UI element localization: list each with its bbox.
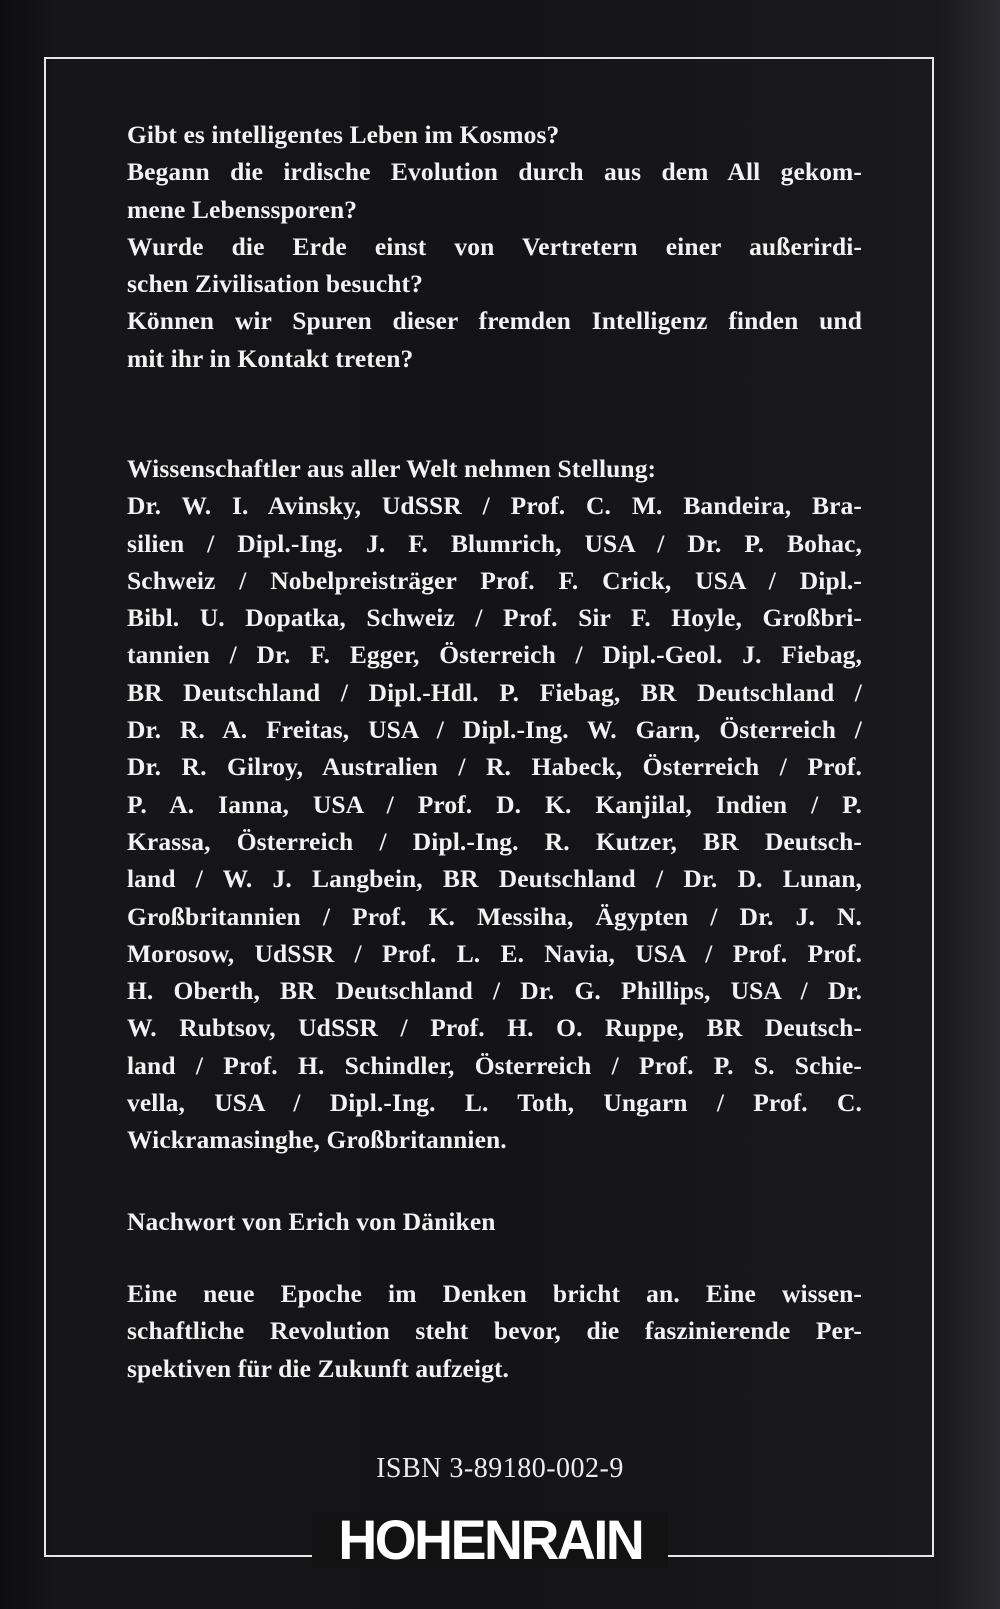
text-line: P. A. Ianna, USA / Prof. D. K. Kanjilal, Indien / P.	[127, 789, 862, 819]
text-line: Dr. R. A. Freitas, USA / Dipl.-Ing. W. Garn, Österreich /	[127, 715, 862, 745]
text-line: Dr. R. Gilroy, Australien / R. Habeck, Österreich / Prof.	[127, 752, 862, 782]
afterword-line	[127, 1203, 862, 1240]
isbn-number: ISBN 3-89180-002-9	[376, 1453, 624, 1484]
text-line: Wurde die Erde einst von Vertretern einer außerirdi-	[127, 231, 862, 261]
epoch-paragraph	[127, 1275, 862, 1387]
text-line: Können wir Spuren dieser fremden Intelligenz finden und	[127, 306, 862, 336]
text-line: vella, USA / Dipl.-Ing. L. Toth, Ungarn / Prof. C.	[127, 1088, 862, 1118]
text-line: Bibl. U. Dopatka, Schweiz / Prof. Sir F. Hoyle, Großbri-	[127, 603, 862, 633]
text-line: W. Rubtsov, UdSSR / Prof. H. O. Ruppe, BR Deutsch-	[127, 1013, 862, 1043]
text-line: Krassa, Österreich / Dipl.-Ing. R. Kutzer, BR Deutsch-	[127, 826, 862, 856]
publisher-logo	[312, 1508, 668, 1571]
text-line: Schweiz / Nobelpreisträger Prof. F. Crick, USA / Dipl.-	[127, 565, 862, 595]
questions-paragraph	[127, 116, 862, 377]
text-line: mit ihr in Kontakt treten?	[127, 343, 414, 373]
text-line: H. Oberth, BR Deutschland / Dr. G. Phillips, USA / Dr.	[127, 976, 862, 1006]
text-line: schaftliche Revolution steht bevor, die faszinierende Per-	[127, 1316, 862, 1346]
text-line: Dr. W. I. Avinsky, UdSSR / Prof. C. M. Bandeira, Bra-	[127, 491, 862, 521]
text-line: Eine neue Epoche im Denken bricht an. Eine wissen-	[127, 1279, 862, 1308]
scientists-paragraph	[127, 450, 862, 1159]
text-line: spektiven für die Zukunft aufzeigt.	[127, 1353, 510, 1383]
text-line: Begann die irdische Evolution durch aus dem All gekom-	[127, 157, 862, 187]
text-line: Wickramasinghe, Großbritannien.	[127, 1125, 507, 1155]
text-line: land / W. J. Langbein, BR Deutschland / Dr. D. Lunan,	[127, 864, 862, 894]
text-line: Wissenschaftler aus aller Welt nehmen Stellung:	[127, 454, 657, 483]
text-line: tannien / Dr. F. Egger, Österreich / Dipl.-Geol. J. Fiebag,	[127, 640, 862, 670]
text-line: Großbritannien / Prof. K. Messiha, Ägypten / Dr. J. N.	[127, 901, 862, 931]
text-line: Gibt es intelligentes Leben im Kosmos?	[127, 120, 560, 149]
afterword-text: Nachwort von Erich von Däniken	[127, 1207, 496, 1236]
text-line: mene Lebenssporen?	[127, 194, 358, 224]
text-line: land / Prof. H. Schindler, Österreich / Prof. P. S. Schie-	[127, 1050, 862, 1080]
text-line: BR Deutschland / Dipl.-Hdl. P. Fiebag, BR Deutschland /	[127, 677, 862, 707]
text-line: Morosow, UdSSR / Prof. L. E. Navia, USA / Prof. Prof.	[127, 938, 862, 968]
text-line: schen Zivilisation besucht?	[127, 269, 423, 299]
text-line: silien / Dipl.-Ing. J. F. Blumrich, USA / Dr. P. Bohac,	[127, 528, 862, 558]
publisher-logo-text: HOHENRAIN	[338, 1508, 642, 1571]
